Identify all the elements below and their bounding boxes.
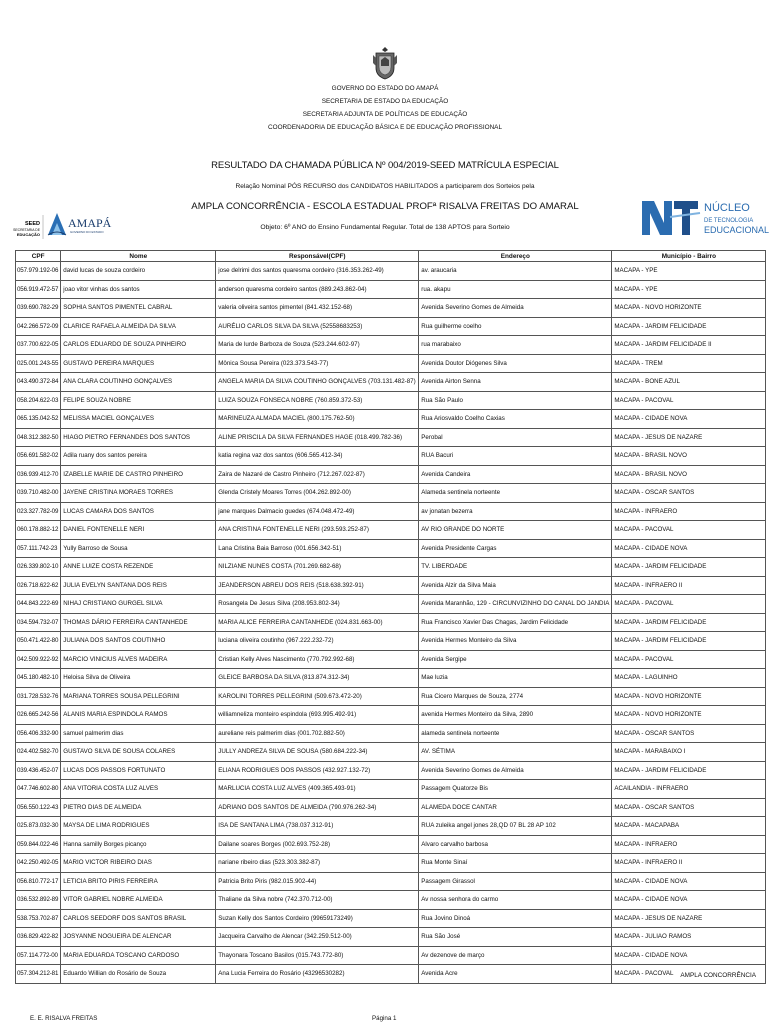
- cell-guardian: jose delrimi dos santos quaresma cordeiro (316.353.262-49): [216, 262, 419, 281]
- cell-address: Rua Ariosvaldo Coelho Caxias: [419, 410, 612, 429]
- seed-logo-sub2: EDUCAÇÃO: [16, 232, 40, 237]
- cell-name: JAYENE CRISTINA MORAES TORRES: [61, 484, 216, 503]
- cell-name: PIETRO DIAS DE ALMEIDA: [61, 798, 216, 817]
- cell-address: Rua Francisco Xavier Das Chagas, Jardim Felicidade: [419, 613, 612, 632]
- cell-municipality: MACAPA - PACOVAL: [612, 595, 766, 614]
- cell-name: LUCAS DOS PASSOS FORTUNATO: [61, 761, 216, 780]
- cell-municipality: MACAPA - JARDIM FELICIDADE: [612, 317, 766, 336]
- table-row: [16, 373, 766, 392]
- cell-municipality: MACAPA - INFRAERO: [612, 502, 766, 521]
- cell-name: ANA CLARA COUTINHO GONÇALVES: [61, 373, 216, 392]
- cell-guardian: Patricia Brito Piris (982.015.902-44): [216, 872, 419, 891]
- cell-address: Alameda sentinela norteente: [419, 484, 612, 503]
- cell-name: VITOR GABRIEL NOBRE ALMEIDA: [61, 891, 216, 910]
- cell-cpf: 044.843.222-69: [16, 595, 61, 614]
- cell-guardian: Thaliane da Silva nobre (742.370.712-00): [216, 891, 419, 910]
- cell-guardian: Suzan Kelly dos Santos Cordeiro (99659173249): [216, 909, 419, 928]
- cell-name: LUCAS CAMARA DOS SANTOS: [61, 502, 216, 521]
- cell-name: MELISSA MACIEL GONÇALVES: [61, 410, 216, 429]
- cell-name: MARIA EDUARDA TOSCANO CARDOSO: [61, 946, 216, 965]
- cell-municipality: MACAPA - CIDADE NOVA: [612, 872, 766, 891]
- cell-guardian: Lana Cristina Baia Barroso (001.656.342-51): [216, 539, 419, 558]
- cell-cpf: 025.873.032-30: [16, 817, 61, 836]
- amapa-logo-text: AMAPÁ: [68, 216, 112, 230]
- cell-name: ALANIS MARIA ESPINDOLA RAMOS: [61, 706, 216, 725]
- cell-municipality: MACAPA - MACAPABA: [612, 817, 766, 836]
- nte-logo-line1: NÚCLEO: [704, 202, 750, 214]
- cell-guardian: ISA DE SANTANA LIMA (738.037.312-91): [216, 817, 419, 836]
- table-row: [16, 669, 766, 688]
- table-row: [16, 391, 766, 410]
- cell-name: david lucas de souza cordeiro: [61, 262, 216, 281]
- cell-guardian: jane marques Dalmacio guedes (674.048.472-49): [216, 502, 419, 521]
- cell-address: TV. LIBERDADE: [419, 558, 612, 577]
- cell-name: GUSTAVO PEREIRA MARQUES: [61, 354, 216, 373]
- cell-municipality: MACAPA - LAGUINHO: [612, 669, 766, 688]
- cell-municipality: MACAPA - CIDADE NOVA: [612, 539, 766, 558]
- competition-category: AMPLA CONCORRÊNCIA - ESCOLA ESTADUAL PROFª RISALVA FREITAS DO AMARAL: [191, 201, 579, 212]
- cell-municipality: MACAPA - JARDIM FELICIDADE: [612, 613, 766, 632]
- table-row: [16, 484, 766, 503]
- cell-address: Rua guilherme coelho: [419, 317, 612, 336]
- cell-municipality: MACAPA - JARDIM FELICIDADE: [612, 632, 766, 651]
- cell-guardian: GLEICE BARBOSA DA SILVA (813.874.312-34): [216, 669, 419, 688]
- cell-name: MAYSA DE LIMA RODRIGUES: [61, 817, 216, 836]
- cell-address: avenida Hermes Monteiro da Silva, 2890: [419, 706, 612, 725]
- table-row: [16, 854, 766, 873]
- cell-guardian: NILZIANE NUNES COSTA (701.269.682-68): [216, 558, 419, 577]
- candidates-table: [15, 250, 766, 984]
- cell-guardian: LUIZA SOUZA FONSECA NOBRE (760.859.372-53): [216, 391, 419, 410]
- cell-municipality: MACAPA - INFRAERO: [612, 835, 766, 854]
- cell-address: Avenida Alzir da Silva Maia: [419, 576, 612, 595]
- document-title: RESULTADO DA CHAMADA PÚBLICA Nº 004/2019-SEED MATRÍCULA ESPECIAL: [211, 160, 559, 171]
- cell-municipality: MACAPA - PACOVAL: [612, 391, 766, 410]
- cell-name: ANA VITORIA COSTA LUZ ALVES: [61, 780, 216, 799]
- state-coat-of-arms-icon: [372, 46, 398, 80]
- cell-cpf: 058.204.622-03: [16, 391, 61, 410]
- table-row: [16, 317, 766, 336]
- cell-cpf: 039.436.452-07: [16, 761, 61, 780]
- cell-guardian: Ana Lucia Ferreira do Rosário (43296530282): [216, 965, 419, 984]
- cell-address: AV. SÉTIMA: [419, 743, 612, 762]
- cell-cpf: 057.114.772-00: [16, 946, 61, 965]
- cell-address: Rua Jovino Dinoá: [419, 909, 612, 928]
- cell-guardian: ELIANA RODRIGUES DOS PASSOS (432.927.132-72): [216, 761, 419, 780]
- cell-address: Av nossa senhora do carmo: [419, 891, 612, 910]
- cell-guardian: MARIA ALICE FERREIRA CANTANHEDE (024.831.663-00): [216, 613, 419, 632]
- cell-cpf: 039.710.482-00: [16, 484, 61, 503]
- cell-cpf: 056.550.122-43: [16, 798, 61, 817]
- cell-cpf: 056.691.582-02: [16, 447, 61, 466]
- cell-address: Mae luzia: [419, 669, 612, 688]
- cell-cpf: 037.700.622-05: [16, 336, 61, 355]
- cell-guardian: williamneliza monteiro espindola (693.995.492-91): [216, 706, 419, 725]
- table-row: [16, 299, 766, 318]
- cell-municipality: MACAPA - NOVO HORIZONTE: [612, 687, 766, 706]
- cell-name: JULIANA DOS SANTOS COUTINHO: [61, 632, 216, 651]
- cell-name: CLARICE RAFAELA ALMEIDA DA SILVA: [61, 317, 216, 336]
- nte-logo-line2: DE TECNOLOGIA: [704, 218, 754, 224]
- cell-municipality: MACAPA - OSCAR SANTOS: [612, 484, 766, 503]
- cell-cpf: 026.718.622-62: [16, 576, 61, 595]
- cell-name: joao vitor vinhas dos santos: [61, 280, 216, 299]
- cell-cpf: 042.250.492-05: [16, 854, 61, 873]
- cell-address: Rua São José: [419, 928, 612, 947]
- cell-address: Rua Cicero Marques de Souza, 2774: [419, 687, 612, 706]
- cell-municipality: MACAPA - JARDIM FELICIDADE: [612, 761, 766, 780]
- cell-name: JULIA EVELYN SANTANA DOS REIS: [61, 576, 216, 595]
- cell-guardian: JEANDERSON ABREU DOS REIS (518.638.392-91): [216, 576, 419, 595]
- cell-address: Rua Monte Sinaí: [419, 854, 612, 873]
- cell-name: samuel palmerim dias: [61, 724, 216, 743]
- cell-cpf: 042.266.572-09: [16, 317, 61, 336]
- cell-address: Passagem Quatorze Bis: [419, 780, 612, 799]
- footer-category-tag: AMPLA CONCORRÊNCIA: [680, 972, 756, 979]
- column-header-address: Endereço: [419, 251, 612, 262]
- column-header-municipality: Município - Bairro: [612, 251, 766, 262]
- cell-cpf: 056.810.772-17: [16, 872, 61, 891]
- cell-municipality: MACAPA - MARABAIXO I: [612, 743, 766, 762]
- cell-municipality: MACAPA - INFRAERO II: [612, 576, 766, 595]
- document-subtitle: Relação Nominal PÓS RECURSO dos CANDIDATOS HABILITADOS a participarem dos Sorteios pela: [235, 183, 535, 190]
- header-adjunct-secretariat: SECRETARIA ADJUNTA DE POLÍTICAS DE EDUCAÇÃO: [302, 111, 468, 118]
- cell-name: Eduardo Willian do Rosário de Souza: [61, 965, 216, 984]
- footer-school-name: E. E. RISALVA FREITAS: [30, 1015, 98, 1022]
- cell-cpf: 042.509.922-92: [16, 650, 61, 669]
- cell-guardian: ANA CRISTINA FONTENELLE NERI (293.593.252-87): [216, 521, 419, 540]
- cell-municipality: MACAPA - JARDIM FELICIDADE: [612, 558, 766, 577]
- table-row: [16, 539, 766, 558]
- amapa-logo-sub: GOVERNO DO ESTADO: [70, 230, 104, 234]
- document-object: Objeto: 6º ANO do Ensino Fundamental Regular. Total de 138 APTOS para Sorteio: [260, 224, 510, 231]
- table-body: [16, 262, 766, 984]
- cell-municipality: MACAPA - JESUS DE NAZARE: [612, 909, 766, 928]
- cell-guardian: Thayonara Toscano Basilos (015.743.772-80): [216, 946, 419, 965]
- table-row: [16, 798, 766, 817]
- table-row: [16, 410, 766, 429]
- cell-address: Avenida Candeira: [419, 465, 612, 484]
- table-row: [16, 965, 766, 984]
- cell-name: ANNE LUIZE COSTA REZENDE: [61, 558, 216, 577]
- cell-municipality: MACAPA - BRASIL NOVO: [612, 465, 766, 484]
- cell-cpf: 057.111.742-23: [16, 539, 61, 558]
- cell-guardian: ANGELA MARIA DA SILVA COUTINHO GONÇALVES (703.131.482-87): [216, 373, 419, 392]
- table-row: [16, 835, 766, 854]
- cell-cpf: 065.135.042-52: [16, 410, 61, 429]
- cell-guardian: Dailane soares Borges (002.693.752-28): [216, 835, 419, 854]
- cell-municipality: MACAPA - OSCAR SANTOS: [612, 724, 766, 743]
- cell-cpf: 060.178.882-12: [16, 521, 61, 540]
- table-row: [16, 724, 766, 743]
- header-government: GOVERNO DO ESTADO DO AMAPÁ: [331, 85, 439, 92]
- cell-guardian: luciana oliveira coutinho (967.222.232-72): [216, 632, 419, 651]
- cell-municipality: MACAPA - JESUS DE NAZARE: [612, 428, 766, 447]
- cell-address: AV RIO GRANDE DO NORTE: [419, 521, 612, 540]
- cell-cpf: 026.665.242-56: [16, 706, 61, 725]
- cell-municipality: MACAPA - INFRAERO II: [612, 854, 766, 873]
- cell-name: Hanna samilly Borges picanço: [61, 835, 216, 854]
- cell-cpf: 026.339.802-10: [16, 558, 61, 577]
- cell-guardian: Cristian Kelly Alves Nascimento (770.792.992-68): [216, 650, 419, 669]
- cell-name: Yully Barroso de Sousa: [61, 539, 216, 558]
- table-row: [16, 521, 766, 540]
- cell-address: Avenida Doutor Diógenes Silva: [419, 354, 612, 373]
- table-row: [16, 817, 766, 836]
- cell-address: Avenida Airton Senna: [419, 373, 612, 392]
- cell-name: Heloisa Silva de Oliveira: [61, 669, 216, 688]
- cell-guardian: anderson quaresma cordeiro santos (889.243.862-04): [216, 280, 419, 299]
- column-header-cpf: CPF: [16, 251, 61, 262]
- cell-address: Avenida Severino Gomes de Almeida: [419, 761, 612, 780]
- column-header-name: Nome: [61, 251, 216, 262]
- cell-name: GUSTAVO SILVA DE SOUSA COLARES: [61, 743, 216, 762]
- cell-name: Adila ruany dos santos pereira: [61, 447, 216, 466]
- cell-name: FELIPE SOUZA NOBRE: [61, 391, 216, 410]
- cell-guardian: katia regina vaz dos santos (606.565.412-34): [216, 447, 419, 466]
- cell-cpf: 059.844.022-46: [16, 835, 61, 854]
- cell-guardian: Glenda Cristely Moares Torres (004.262.892-00): [216, 484, 419, 503]
- table-row: [16, 928, 766, 947]
- cell-address: Av dezenove de março: [419, 946, 612, 965]
- cell-name: NIHAJ CRISTIANO GURGEL SILVA: [61, 595, 216, 614]
- cell-address: alameda sentinela norteente: [419, 724, 612, 743]
- cell-name: JOSYANNE NOGUEIRA DE ALENCAR: [61, 928, 216, 947]
- cell-name: THOMAS DÁRIO FERREIRA CANTANHEDE: [61, 613, 216, 632]
- header-coordination: COORDENADORIA DE EDUCAÇÃO BÁSICA E DE EDUCAÇÃO PROFISSIONAL: [267, 124, 502, 131]
- cell-municipality: MACAPA - BONE AZUL: [612, 373, 766, 392]
- cell-name: CARLOS SEEDORF DOS SANTOS BRASIL: [61, 909, 216, 928]
- table-row: [16, 576, 766, 595]
- cell-cpf: 025.001.243-55: [16, 354, 61, 373]
- cell-municipality: MACAPA - PACOVAL: [612, 521, 766, 540]
- cell-address: RUA zuleika angel jones 28,QD 07 BL 28 AP 102: [419, 817, 612, 836]
- cell-guardian: aureliane reis palmerim dias (001.702.882-50): [216, 724, 419, 743]
- table-row: [16, 761, 766, 780]
- cell-address: Alvaro carvalho barbosa: [419, 835, 612, 854]
- table-header-row: [16, 251, 766, 262]
- cell-address: rua marabaixo: [419, 336, 612, 355]
- cell-municipality: MACAPA - OSCAR SANTOS: [612, 798, 766, 817]
- cell-address: rua. akapu: [419, 280, 612, 299]
- cell-guardian: Zaira de Nazaré de Castro Pinheiro (712.267.022-87): [216, 465, 419, 484]
- table-row: [16, 687, 766, 706]
- cell-guardian: valeria oliveira santos pimentel (841.432.152-68): [216, 299, 419, 318]
- cell-cpf: 036.532.892-89: [16, 891, 61, 910]
- cell-address: Avenida Maranhão, 129 - CIRCUNVIZINHO DO CANAL DO JANDIA: [419, 595, 612, 614]
- cell-cpf: 039.690.782-29: [16, 299, 61, 318]
- cell-address: RUA Bacuri: [419, 447, 612, 466]
- cell-cpf: 036.939.412-70: [16, 465, 61, 484]
- column-header-guardian: Responsável(CPF): [216, 251, 419, 262]
- cell-name: SOPHIA SANTOS PIMENTEL CABRAL: [61, 299, 216, 318]
- cell-cpf: 024.402.582-70: [16, 743, 61, 762]
- seed-logo-text: SEED: [25, 221, 40, 227]
- cell-cpf: 056.406.332-90: [16, 724, 61, 743]
- cell-address: av jonatan bezerra: [419, 502, 612, 521]
- cell-address: Avenida Presidente Cargas: [419, 539, 612, 558]
- cell-name: LETICIA BRITO PIRIS FERREIRA: [61, 872, 216, 891]
- cell-guardian: Jacqueira Carvalho de Alencar (342.259.512-00): [216, 928, 419, 947]
- cell-address: ALAMEDA DOCE CANTAR: [419, 798, 612, 817]
- table-row: [16, 706, 766, 725]
- nte-logo: [640, 195, 770, 241]
- cell-guardian: Rosangela De Jesus Silva (208.953.802-34): [216, 595, 419, 614]
- table-row: [16, 872, 766, 891]
- seed-logo-sub1: SECRETARIA DE: [13, 228, 40, 232]
- cell-address: Avenida Sergipe: [419, 650, 612, 669]
- nte-logo-line3: EDUCACIONAL: [704, 225, 770, 235]
- table-row: [16, 447, 766, 466]
- cell-cpf: 057.304.212-81: [16, 965, 61, 984]
- cell-guardian: Mônica Sousa Pereira (023.373.543-77): [216, 354, 419, 373]
- cell-municipality: MACAPA - JULIAO RAMOS: [612, 928, 766, 947]
- cell-guardian: nariane ribeiro dias (523.303.382-87): [216, 854, 419, 873]
- cell-municipality: MACAPA - CIDADE NOVA: [612, 946, 766, 965]
- cell-guardian: MARLUCIA COSTA LUZ ALVES (409.365.493-91): [216, 780, 419, 799]
- cell-cpf: 036.829.422-82: [16, 928, 61, 947]
- seed-amapa-logo: [12, 209, 122, 249]
- table-row: [16, 595, 766, 614]
- table-row: [16, 632, 766, 651]
- cell-address: Rua São Paulo: [419, 391, 612, 410]
- cell-address: Perobal: [419, 428, 612, 447]
- cell-municipality: MACAPA - PACOVAL: [612, 650, 766, 669]
- cell-guardian: MARINEUZA ALMADA MACIEL (800.175.762-50): [216, 410, 419, 429]
- cell-name: DANIEL FONTENELLE NERI: [61, 521, 216, 540]
- cell-guardian: ALINE PRISCILA DA SILVA FERNANDES HAGE (018.499.782-36): [216, 428, 419, 447]
- cell-name: MARCIO VINICIUS ALVES MADEIRA: [61, 650, 216, 669]
- cell-guardian: JULLY ANDREZA SILVA DE SOUSA (580.684.222-34): [216, 743, 419, 762]
- cell-municipality: MACAPA - BRASIL NOVO: [612, 447, 766, 466]
- cell-cpf: 045.180.482-10: [16, 669, 61, 688]
- table-row: [16, 354, 766, 373]
- cell-address: av. araucaria: [419, 262, 612, 281]
- table-row: [16, 336, 766, 355]
- cell-cpf: 048.312.382-50: [16, 428, 61, 447]
- cell-name: HIAGO PIETRO FERNANDES DOS SANTOS: [61, 428, 216, 447]
- table-row: [16, 280, 766, 299]
- table-row: [16, 465, 766, 484]
- cell-municipality: MACAPA - PACOVAL: [612, 965, 766, 984]
- cell-cpf: 057.979.192-06: [16, 262, 61, 281]
- cell-municipality: MACAPA - CIDADE NOVA: [612, 410, 766, 429]
- cell-address: Passagem Girassol: [419, 872, 612, 891]
- cell-cpf: 034.594.732-07: [16, 613, 61, 632]
- cell-cpf: 538.753.702-87: [16, 909, 61, 928]
- cell-address: Avenida Acre: [419, 965, 612, 984]
- footer-page-number: Página 1: [372, 1015, 397, 1022]
- cell-name: MARIANA TORRES SOUSA PELLEGRINI: [61, 687, 216, 706]
- cell-cpf: 047.746.602-80: [16, 780, 61, 799]
- table-row: [16, 946, 766, 965]
- table-row: [16, 262, 766, 281]
- header-secretariat: SECRETARIA DE ESTADO DA EDUCAÇÃO: [321, 98, 449, 105]
- cell-municipality: MACAPA - JARDIM FELICIDADE II: [612, 336, 766, 355]
- cell-name: IZABELLE MARIE DE CASTRO PINHEIRO: [61, 465, 216, 484]
- table-row: [16, 502, 766, 521]
- cell-cpf: 043.490.372-84: [16, 373, 61, 392]
- cell-cpf: 031.728.532-76: [16, 687, 61, 706]
- table-row: [16, 558, 766, 577]
- table-row: [16, 613, 766, 632]
- cell-guardian: KAROLINI TORRES PELLEGRINI (509.673.472-20): [216, 687, 419, 706]
- cell-address: Avenida Severino Gomes de Almeida: [419, 299, 612, 318]
- cell-cpf: 050.471.422-80: [16, 632, 61, 651]
- cell-municipality: MACAPA - YPE: [612, 262, 766, 281]
- cell-guardian: Maria de lurde Barboza de Souza (523.244.602-97): [216, 336, 419, 355]
- cell-guardian: AURÉLIO CARLOS SILVA DA SILVA (52558683253): [216, 317, 419, 336]
- cell-municipality: MACAPA - TREM: [612, 354, 766, 373]
- cell-municipality: MACAPA - NOVO HORIZONTE: [612, 299, 766, 318]
- table-row: [16, 650, 766, 669]
- table-row: [16, 780, 766, 799]
- table-row: [16, 891, 766, 910]
- cell-name: CARLOS EDUARDO DE SOUZA PINHEIRO: [61, 336, 216, 355]
- cell-address: Avenida Hermes Monteiro da Silva: [419, 632, 612, 651]
- table-row: [16, 909, 766, 928]
- cell-name: MARIO VICTOR RIBEIRO DIAS: [61, 854, 216, 873]
- cell-guardian: ADRIANO DOS SANTOS DE ALMEIDA (790.976.262-34): [216, 798, 419, 817]
- table-row: [16, 743, 766, 762]
- cell-municipality: ACAILANDIA - INFRAERO: [612, 780, 766, 799]
- cell-municipality: MACAPA - NOVO HORIZONTE: [612, 706, 766, 725]
- cell-cpf: 056.919.472-57: [16, 280, 61, 299]
- cell-cpf: 023.327.782-09: [16, 502, 61, 521]
- cell-municipality: MACAPA - CIDADE NOVA: [612, 891, 766, 910]
- table-row: [16, 428, 766, 447]
- cell-municipality: MACAPA - YPE: [612, 280, 766, 299]
